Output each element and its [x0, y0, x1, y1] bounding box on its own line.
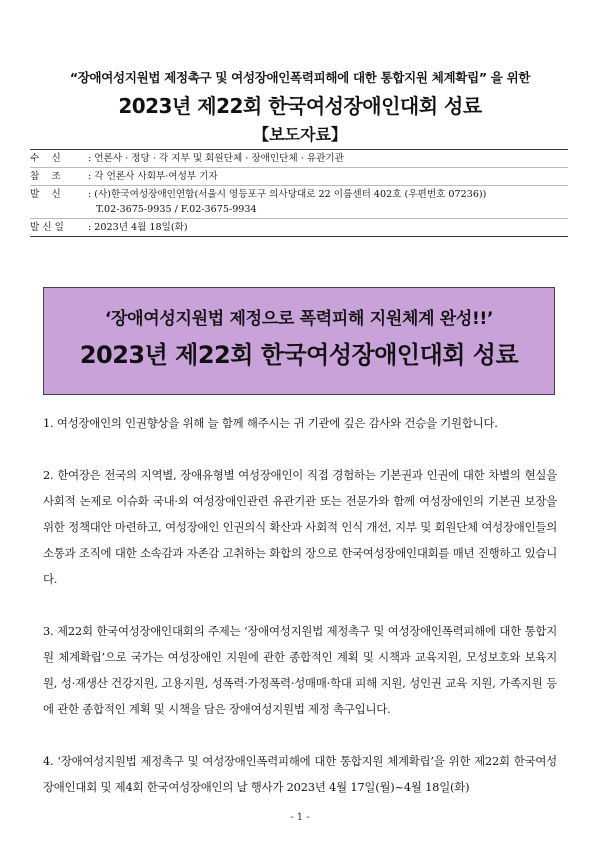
headline-box: [43, 287, 555, 395]
info-value: : 2023년 4월 18일(화): [88, 222, 188, 233]
info-key: 발 신 일: [30, 222, 64, 233]
sender-phone-fax: T.02-3675-9935 / F.02-3675-9934: [96, 204, 257, 215]
headline-slogan: ‘장애여성지원법 제정으로 폭력피해 지원체계 완성!!’: [104, 309, 494, 329]
headline-title: 2023년 제22회 한국여성장애인대회 성료: [79, 341, 519, 369]
info-row-sender: [30, 186, 568, 219]
body-text: [43, 410, 557, 800]
info-key: 참 조: [30, 171, 61, 182]
info-key: 수 신: [30, 153, 61, 164]
paragraph-1: 1. 여성장애인의 인권향상을 위해 늘 함께 해주시는 귀 기관에 깊은 감사와 건승을 기원합니다.: [43, 416, 498, 430]
info-row-date: [30, 219, 568, 236]
info-value: [88, 187, 568, 217]
paragraph-4: 4. ‘장애여성지원법 제정촉구 및 여성장애인폭력피해에 대한 통합지원 체계확립’을 위한 제22회 한국여성장애인대회 및 제4회 한국여성장애인의 날 행사가 2023년 4월 17일(월)~4월 18일(화): [43, 754, 557, 794]
info-key: 발 신: [30, 189, 61, 200]
info-value: : 언론사 · 정당 · 각 지부 및 회원단체 · 장애인단체 · 유관기관: [88, 153, 344, 164]
info-table: [30, 149, 568, 237]
press-release-label: 【보도자료】: [253, 125, 347, 144]
page-number: - 1 -: [290, 812, 310, 823]
document-subtitle: “장애여성지원법 제정촉구 및 여성장애인폭력피해에 대한 통합지원 체계확립” 을 위한: [69, 70, 531, 85]
paragraph-3: 3. 제22회 한국여성장애인대회의 주제는 ‘장애여성지원법 제정촉구 및 여성장애인폭력피해에 대한 통합지원 체계확립’으로 국가는 여성장애인 지원에 관한 종합적인 계획 및 시책과 교육지원, 모성보호와 보육지원, 성·재생산 건강지원, 고용지원, 성폭력·가정폭력·성매매·학대 피해 지원, 성인권 교육 지원, 가족지원 등에 관한 종합적인 계획 및 시책을 담은 장애여성지원법 제정 촉구입니다.: [43, 624, 557, 716]
paragraph-2: 2. 한여장은 전국의 지역별, 장애유형별 여성장애인이 직접 경험하는 기본권과 인권에 대한 차별의 현실을 사회적 논제로 이슈화 국내·외 여성장애인관련 유관기관 또는 전문가와 함께 여성장애인의 기본권 보장을 위한 정책대안 마련하고, 여성장애인 인권의식 확산과 사회적 인식 개선, 지부 및 회원단체 여성장애인들의 소통과 조직에 대한 소속감과 자존감 고취하는 화합의 장으로 한국여성장애인대회를 매년 진행하고 있습니다.: [43, 468, 557, 586]
document-title: 2023년 제22회 한국여성장애인대회 성료: [118, 94, 482, 118]
info-row-reference: [30, 168, 568, 186]
sender-address: : (사)한국여성장애인연합(서울시 영등포구 의사당대로 22 이룸센터 402호 (우편번호 07236)): [88, 189, 487, 200]
info-row-recipient: [30, 150, 568, 168]
info-value: : 각 언론사 사회부·여성부 기자: [88, 171, 218, 182]
